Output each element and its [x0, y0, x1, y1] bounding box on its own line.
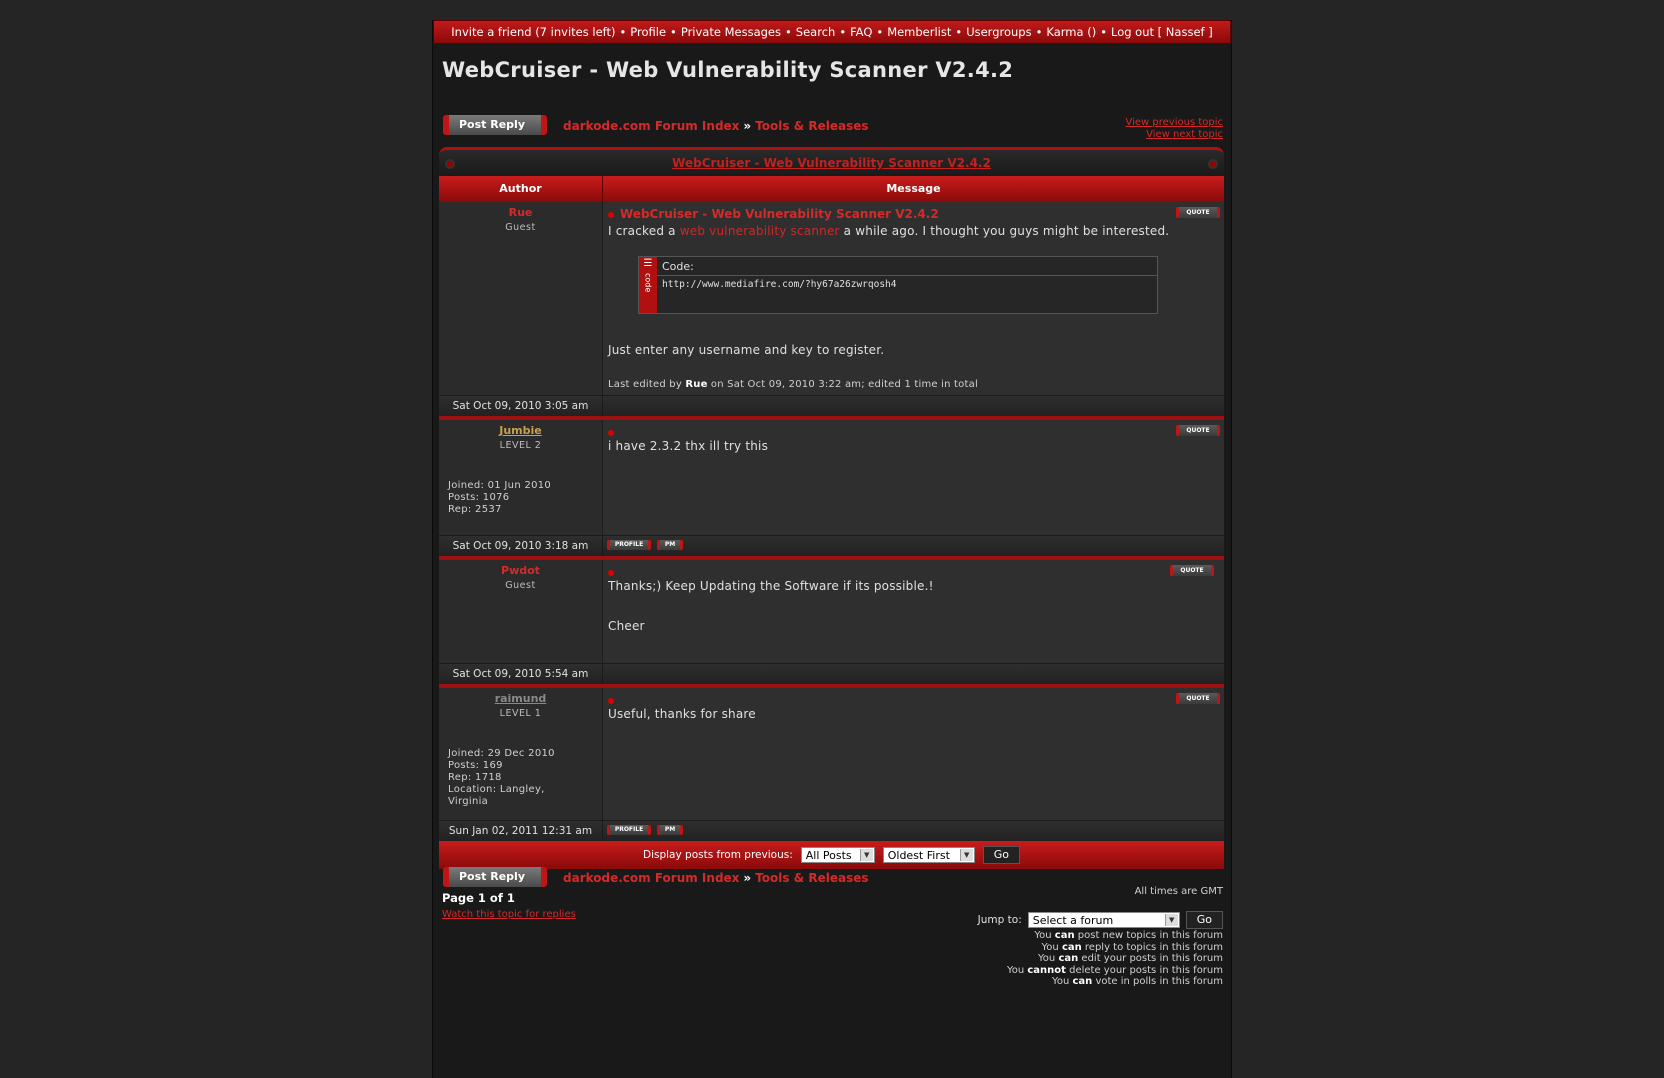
perm-post: post new topics in this forum	[1074, 930, 1223, 941]
post-footer	[439, 396, 1224, 420]
topic-table	[439, 147, 1224, 869]
perm-post: vote in polls in this forum	[1092, 976, 1223, 987]
code-label: Code:	[662, 260, 694, 273]
quote-button[interactable]: QUOTE	[1176, 693, 1220, 704]
post-footer	[439, 821, 1224, 841]
corner-dot-icon	[1208, 159, 1218, 169]
separator: •	[785, 25, 792, 39]
perm-bold: can	[1072, 976, 1093, 987]
perm-bold: can	[1061, 941, 1082, 953]
separator: •	[876, 25, 884, 39]
permission-line	[1007, 930, 1223, 942]
post-date: Sat Oct 09, 2010 3:05 am	[439, 396, 603, 416]
author-name[interactable]: Jumbie	[499, 424, 542, 437]
post-date: Sat Oct 09, 2010 3:18 am	[439, 536, 603, 556]
post-footer	[439, 664, 1224, 688]
author-location: Location: Langley, Virginia	[448, 784, 545, 807]
author-rank: Guest	[505, 580, 536, 591]
permission-line	[1007, 953, 1223, 965]
perm-pre: You	[1034, 930, 1055, 941]
separator: •	[1100, 25, 1107, 39]
post-row	[439, 202, 1224, 396]
tools-releases-link[interactable]: Tools & Releases	[755, 871, 869, 885]
dropdown-arrow-icon: ▼	[860, 849, 873, 861]
quote-button[interactable]: QUOTE	[1176, 207, 1220, 218]
list-icon: ☰	[643, 258, 653, 269]
page-title: WebCruiser - Web Vulnerability Scanner V2.4.2	[442, 58, 1014, 82]
permission-line	[1007, 942, 1223, 954]
post-text: i have 2.3.2 thx ill try this	[608, 439, 769, 453]
post-row	[439, 560, 1224, 664]
post-text-part: a while ago. I thought you guys might be interested.	[839, 224, 1170, 238]
author-rank: LEVEL 2	[499, 440, 542, 451]
post-text	[608, 224, 1169, 238]
perm-bold: can	[1058, 953, 1079, 964]
author-name[interactable]: Pwdot	[501, 564, 540, 577]
private-messages-link[interactable]: Private Messages	[680, 25, 781, 39]
edited-prefix: Last edited by	[608, 379, 686, 390]
view-previous-topic-link[interactable]: View previous topic	[1125, 117, 1223, 128]
forum-permissions	[1007, 930, 1223, 988]
dropdown-arrow-icon: ▼	[960, 849, 973, 861]
perm-post: edit your posts in this forum	[1078, 953, 1223, 964]
post-message-cell	[603, 560, 1224, 663]
author-column-header: Author	[439, 176, 603, 202]
post-row	[439, 688, 1224, 821]
separator: •	[839, 25, 847, 39]
separator: •	[1035, 25, 1043, 39]
author-posts: Posts: 1076	[448, 492, 510, 503]
post-author-cell	[439, 202, 603, 395]
edited-suffix: on Sat Oct 09, 2010 3:22 am; edited 1 time in total	[707, 379, 978, 390]
perm-post: delete your posts in this forum	[1065, 964, 1223, 976]
logout-link[interactable]: Log out [ Nassef ]	[1110, 25, 1213, 39]
display-label: Display posts from previous:	[643, 849, 793, 861]
author-stats	[448, 480, 551, 516]
watch-topic-link[interactable]: Watch this topic for replies	[442, 909, 576, 920]
forum-page	[432, 20, 1232, 1078]
post-message-cell	[603, 202, 1224, 395]
perm-pre: You	[1038, 953, 1059, 964]
breadcrumb	[563, 119, 869, 133]
author-name[interactable]: raimund	[494, 692, 547, 705]
author-rep: Rep: 2537	[448, 504, 502, 515]
posts-period-value: All Posts	[805, 849, 852, 862]
breadcrumb-bottom	[563, 871, 869, 885]
post-footer-buttons	[603, 664, 1224, 684]
quote-button[interactable]: QUOTE	[1170, 565, 1214, 576]
topic-table-title	[439, 147, 1224, 176]
memberlist-link[interactable]: Memberlist	[887, 25, 952, 39]
perm-bold: can	[1054, 930, 1075, 941]
post-subject	[608, 425, 620, 439]
post-reply-button-bottom[interactable]: Post Reply	[443, 867, 547, 887]
post-author-cell	[439, 560, 603, 663]
separator: •	[670, 25, 677, 39]
perm-pre: You	[1041, 941, 1062, 953]
post-text: Thanks;) Keep Updating the Software if its possible.!	[608, 579, 934, 593]
post-icon	[608, 570, 614, 576]
top-nav-bar	[433, 20, 1231, 44]
jump-label: Jump to:	[977, 914, 1022, 926]
jump-go-button[interactable]: Go	[1186, 911, 1223, 929]
author-joined: Joined: 29 Dec 2010	[448, 748, 555, 759]
post-footer	[439, 536, 1224, 560]
display-options-bar	[439, 841, 1224, 869]
code-block	[638, 256, 1158, 314]
page-counter: Page 1 of 1	[442, 891, 515, 905]
post-text-2: Just enter any username and key to register.	[608, 343, 885, 357]
pm-button[interactable]: PM	[657, 825, 683, 835]
edited-by-user[interactable]: Rue	[685, 379, 708, 390]
display-go-button[interactable]: Go	[983, 846, 1020, 864]
post-subject	[608, 207, 939, 221]
post-subject	[608, 693, 620, 707]
post-date: Sun Jan 02, 2011 12:31 am	[439, 821, 603, 841]
post-author-cell	[439, 420, 603, 535]
author-rep: Rep: 1718	[448, 772, 502, 783]
code-content[interactable]: http://www.mediafire.com/?hy67a26zwrqosh4	[662, 279, 897, 290]
profile-button[interactable]: PROFILE	[607, 825, 651, 835]
post-message-cell	[603, 420, 1224, 535]
author-joined: Joined: 01 Jun 2010	[448, 480, 552, 491]
pm-button[interactable]: PM	[657, 540, 683, 550]
breadcrumb-arrow: »	[743, 871, 752, 885]
faq-link[interactable]: FAQ	[850, 25, 873, 39]
sort-order-select[interactable]	[883, 847, 975, 863]
post-icon	[608, 212, 614, 218]
post-footer-buttons	[603, 536, 1224, 556]
post-text-part: I cracked a	[608, 224, 680, 238]
topic-navigation	[1125, 117, 1223, 141]
separator: •	[955, 25, 963, 39]
jump-to-forum	[978, 911, 1223, 929]
perm-post: reply to topics in this forum	[1081, 941, 1223, 953]
perm-pre: You	[1006, 964, 1028, 976]
post-row	[439, 420, 1224, 536]
forum-select-value: Select a forum	[1032, 914, 1114, 927]
post-footer-buttons	[603, 821, 1224, 841]
posts-period-select[interactable]	[801, 847, 875, 863]
permission-line	[1007, 976, 1223, 988]
dropdown-arrow-icon: ▼	[1165, 914, 1178, 926]
corner-dot-icon	[445, 159, 455, 169]
sort-order-value: Oldest First	[887, 849, 950, 862]
breadcrumb-arrow: »	[743, 119, 752, 133]
message-column-header: Message	[886, 182, 941, 195]
author-posts: Posts: 169	[448, 760, 503, 771]
post-text: Useful, thanks for share	[608, 707, 756, 721]
forum-index-link[interactable]: darkode.com Forum Index	[563, 119, 740, 133]
permission-line	[1007, 965, 1223, 977]
post-footer-buttons	[603, 396, 1224, 416]
author-rank: LEVEL 1	[499, 708, 542, 719]
post-subject-text: WebCruiser - Web Vulnerability Scanner V2.4.2	[620, 207, 939, 221]
view-next-topic-link[interactable]: View next topic	[1146, 129, 1223, 140]
tools-releases-link[interactable]: Tools & Releases	[755, 119, 869, 133]
usergroups-link[interactable]: Usergroups	[966, 25, 1032, 39]
topic-title-link[interactable]: WebCruiser - Web Vulnerability Scanner V2.4.2	[672, 156, 991, 170]
invite-friend-link[interactable]: Invite a friend (7 invites left)	[451, 25, 616, 39]
karma-link[interactable]: Karma ()	[1046, 25, 1097, 39]
perm-bold: cannot	[1027, 964, 1066, 976]
post-message-cell	[603, 688, 1224, 820]
post-text-2: Cheer	[608, 619, 645, 633]
scanner-link[interactable]: web vulnerability scanner	[679, 224, 840, 238]
post-icon	[608, 698, 614, 704]
search-link[interactable]: Search	[795, 25, 836, 39]
quote-button[interactable]: QUOTE	[1176, 425, 1220, 436]
profile-button[interactable]: PROFILE	[607, 540, 651, 550]
author-rank: Guest	[505, 222, 536, 233]
edited-note	[608, 379, 978, 390]
code-sidebar	[639, 257, 657, 313]
author-stats	[448, 748, 568, 808]
post-reply-button[interactable]: Post Reply	[443, 115, 547, 135]
timezone-note: All times are GMT	[1134, 886, 1223, 897]
code-divider	[657, 275, 1157, 276]
code-side-label: code	[643, 273, 653, 293]
profile-link[interactable]: Profile	[630, 25, 667, 39]
separator: •	[619, 25, 627, 39]
forum-select[interactable]	[1028, 912, 1180, 928]
table-header	[439, 176, 1224, 202]
post-subject	[608, 565, 620, 579]
perm-pre: You	[1052, 976, 1073, 987]
post-date: Sat Oct 09, 2010 5:54 am	[439, 664, 603, 684]
post-icon	[608, 430, 614, 436]
author-name[interactable]: Rue	[508, 206, 533, 219]
forum-index-link[interactable]: darkode.com Forum Index	[563, 871, 740, 885]
post-author-cell	[439, 688, 603, 820]
